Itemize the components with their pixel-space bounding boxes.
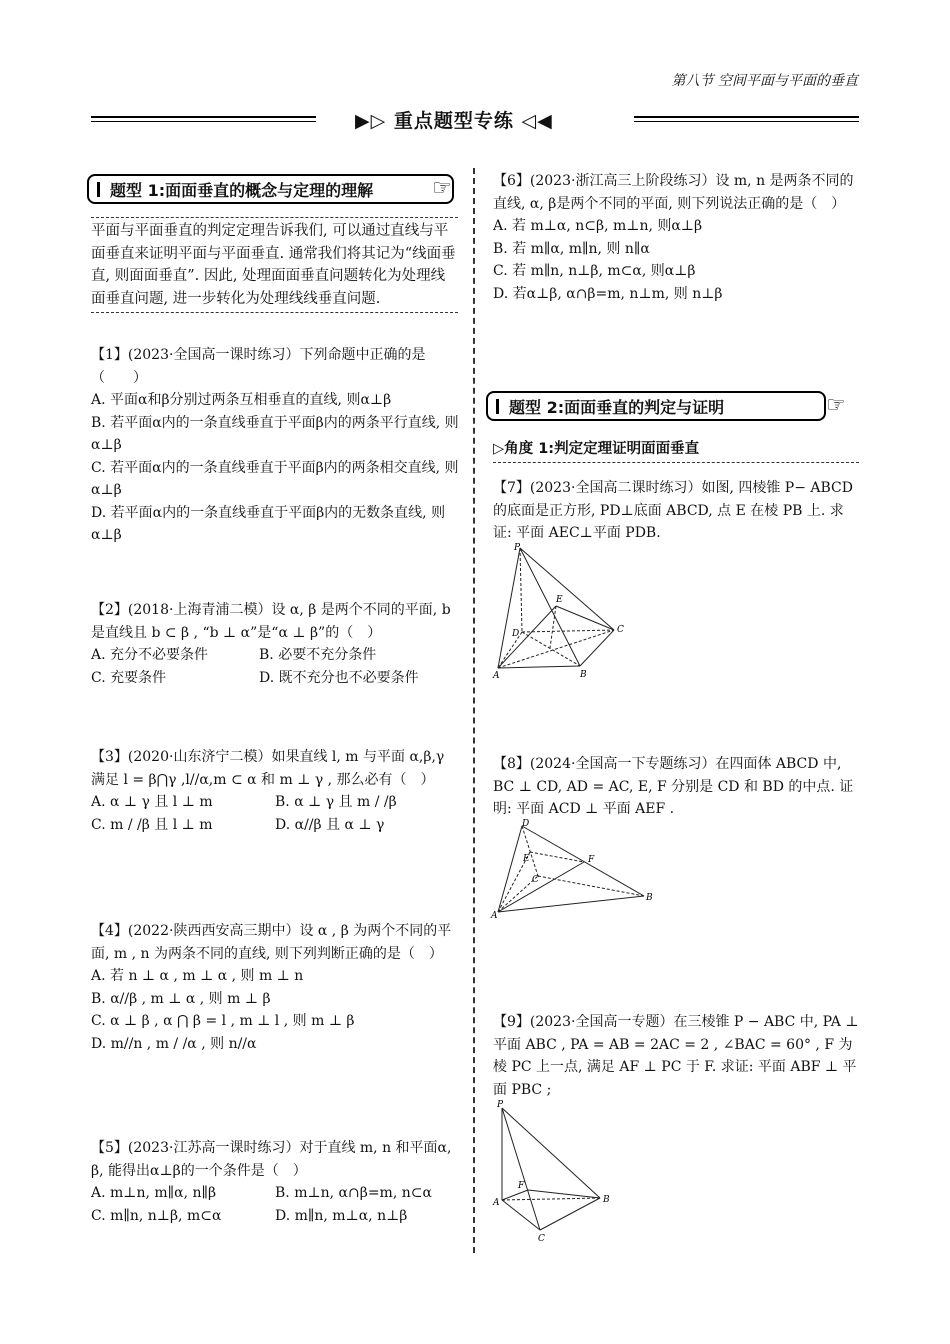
- banner-rule-right-thin: [634, 121, 859, 122]
- banner-rule-left: [91, 116, 316, 118]
- edge-dc: [522, 630, 614, 632]
- question-8: [493, 753, 859, 821]
- type1-heading: [87, 174, 454, 204]
- banner-rule-left-thin: [91, 121, 316, 122]
- q2-stem: 【2】(2018·上海青浦二模）设 α, β 是两个不同的平面, b 是直线且 b ⊂ β , “b ⊥ α”是“α ⊥ β”的（ ）: [91, 602, 451, 641]
- q5-option-b: B. m⊥n, α∩β=m, n⊂α: [275, 1185, 432, 1201]
- edge-cb: [540, 1198, 600, 1230]
- label-d: D: [522, 819, 530, 829]
- edge-ac: [502, 1200, 540, 1230]
- q5-option-a: A. m⊥n, m∥α, n∥β: [91, 1185, 217, 1201]
- q1-option-c: C. 若平面α内的一条直线垂直于平面β内的两条相交直线, 则α⊥β: [91, 459, 459, 498]
- q6-option-d: D. 若α⊥β, α∩β=m, n⊥m, 则 n⊥β: [493, 285, 723, 302]
- question-4: [91, 920, 459, 1055]
- edge-da: [498, 826, 522, 912]
- question-1: [91, 344, 459, 547]
- q3-option-c: C. m / /β 且 l ⊥ m: [91, 816, 213, 833]
- q4-option-d: D. m//n , m / /α , 则 n//α: [91, 1035, 257, 1052]
- question-9: [493, 1011, 859, 1101]
- pointing-hand-icon: ☞: [432, 176, 452, 201]
- q2-option-a: A. 充分不必要条件: [91, 647, 209, 663]
- q5-option-d: D. m∥n, m⊥α, n⊥β: [275, 1207, 408, 1224]
- figure-tetrahedron-abcd: [488, 816, 658, 921]
- banner-rule-right: [634, 116, 859, 118]
- label-e: E: [523, 854, 530, 864]
- q3-option-b: B. α ⊥ γ 且 m / /β: [275, 794, 397, 810]
- q9-stem: 【9】(2023·全国高一专题）在三棱锥 P − ABC 中, PA ⊥ 平面 ABC , PA = AB = 2AC = 2 , ∠BAC = 60° , F 为棱 PC 上一点, 满足 AF ⊥ PC 于 F. 求证: 平面 ABF ⊥ 平面 PBC ;: [493, 1014, 859, 1098]
- q6-option-c: C. 若 m∥n, n⊥β, m⊂α, 则α⊥β: [493, 263, 696, 279]
- q7-stem: 【7】(2023·全国高二课时练习）如图, 四棱锥 P− ABCD 的底面是正方形, PD⊥底面 ABCD, 点 E 在棱 PB 上. 求证: 平面 AEC⊥平面 PDB.: [493, 480, 853, 541]
- q6-option-a: A. 若 m⊥α, n⊂β, m⊥n, 则α⊥β: [493, 218, 703, 234]
- label-c: C: [532, 875, 539, 885]
- q3-option-a: A. α ⊥ γ 且 l ⊥ m: [91, 794, 213, 810]
- edge-pc: [502, 1108, 540, 1230]
- label-c: C: [538, 1234, 545, 1243]
- pointing-hand-icon: ☞: [826, 393, 846, 418]
- q1-stem: 【1】(2023·全国高一课时练习）下列命题中正确的是（ ）: [91, 347, 426, 386]
- figure-pyramid-pabc: [490, 1098, 620, 1243]
- type2-heading: [486, 391, 826, 421]
- label-b: B: [580, 670, 587, 680]
- type2-title: 题型 2:面面垂直的判定与证明: [509, 397, 725, 417]
- edge-af: [498, 862, 584, 912]
- edge-db: [522, 826, 644, 896]
- edge-ab: [498, 666, 580, 668]
- question-6: [493, 170, 859, 305]
- q6-option-b: B. 若 m∥α, m∥n, 则 n∥α: [493, 240, 650, 257]
- type1-explanation: 平面与平面垂直的判定定理告诉我们, 可以通过直线与平面垂直来证明平面与平面垂直. 通常我们将其记为“线面垂直, 则面面垂直”. 因此, 处理面面垂直问题转化为处理线面垂直问题, 进一步转化为处理线线垂直问题.: [91, 217, 458, 313]
- edge-fb: [528, 1190, 600, 1198]
- q4-option-b: B. α//β , m ⊥ α , 则 m ⊥ β: [91, 990, 271, 1007]
- label-f: F: [518, 1181, 525, 1191]
- edge-ec: [556, 606, 614, 630]
- label-a: A: [493, 1198, 500, 1208]
- q5-stem: 【5】(2023·江苏高一课时练习）对于直线 m, n 和平面α, β, 能得出α⊥β的一个条件是（ ）: [91, 1140, 452, 1179]
- edge-pd: [520, 548, 522, 632]
- label-p: P: [514, 543, 521, 553]
- angle-1-heading: ▷角度 1:判定定理证明面面垂直: [493, 437, 859, 463]
- q4-option-a: A. 若 n ⊥ α , m ⊥ α , 则 m ⊥ n: [91, 968, 304, 984]
- q2-option-d: D. 既不充分也不必要条件: [259, 669, 419, 686]
- edge-pa: [498, 548, 520, 668]
- q4-stem: 【4】(2022·陕西西安高三期中）设 α , β 为两个不同的平面, m , n 为两条不同的直线, 则下列判断正确的是（ ）: [91, 923, 452, 962]
- label-e: E: [556, 595, 563, 605]
- edge-ab: [502, 1198, 600, 1200]
- q8-stem: 【8】(2024·全国高一下专题练习）在四面体 ABCD 中, BC ⊥ CD, AD = AC, E, F 分别是 CD 和 BD 的中点. 证明: 平面 ACD ⊥ 平面 AEF .: [493, 756, 854, 817]
- q4-option-c: C. α ⊥ β , α ⋂ β = l , m ⊥ l , 则 m ⊥ β: [91, 1013, 355, 1029]
- edge-ab: [498, 896, 644, 912]
- figure-pyramid-pabcd: [490, 540, 630, 680]
- section-header: 第八节 空间平面与平面的垂直: [671, 73, 858, 89]
- label-a: A: [491, 911, 498, 921]
- q1-option-d: D. 若平面α内的一条直线垂直于平面β内的无数条直线, 则α⊥β: [91, 504, 446, 543]
- edge-pc: [520, 548, 614, 630]
- question-3: [91, 746, 459, 836]
- label-p: P: [497, 1100, 504, 1110]
- heading-bar: [496, 399, 499, 414]
- edge-af: [502, 1190, 528, 1200]
- q3-stem: 【3】(2020·山东济宁二模）如果直线 l, m 与平面 α,β,γ 满足 l = β⋂γ ,l//α,m ⊂ α 和 m ⊥ γ , 那么必有（ ）: [91, 749, 445, 788]
- label-d: D: [512, 629, 520, 639]
- question-2: [91, 599, 459, 689]
- label-c: C: [617, 625, 624, 635]
- column-divider: [473, 168, 475, 1253]
- label-b: B: [646, 893, 653, 903]
- banner-title: ▶▷ 重点题型专练 ◁◀: [355, 110, 553, 132]
- q6-stem: 【6】(2023·浙江高三上阶段练习）设 m, n 是两条不同的直线, α, β是两个不同的平面, 则下列说法正确的是（ ）: [493, 173, 854, 212]
- q1-option-a: A. 平面α和β分别过两条互相垂直的直线, 则α⊥β: [91, 392, 392, 408]
- label-f: F: [588, 855, 595, 865]
- edge-bc: [580, 630, 614, 666]
- label-a: A: [493, 671, 500, 680]
- heading-bar: [97, 182, 100, 197]
- type1-title: 题型 1:面面垂直的概念与定理的理解: [110, 180, 374, 200]
- question-5: [91, 1137, 459, 1227]
- question-7: [493, 477, 859, 545]
- edge-cb: [538, 876, 644, 896]
- q3-option-d: D. α//β 且 α ⊥ γ: [275, 816, 385, 833]
- q2-option-b: B. 必要不充分条件: [259, 647, 377, 663]
- q2-option-c: C. 充要条件: [91, 669, 167, 686]
- q1-option-b: B. 若平面α内的一条直线垂直于平面β内的两条平行直线, 则α⊥β: [91, 414, 459, 453]
- edge-pb: [502, 1108, 600, 1198]
- q5-option-c: C. m∥n, n⊥β, m⊂α: [91, 1207, 222, 1224]
- label-b: B: [603, 1195, 610, 1205]
